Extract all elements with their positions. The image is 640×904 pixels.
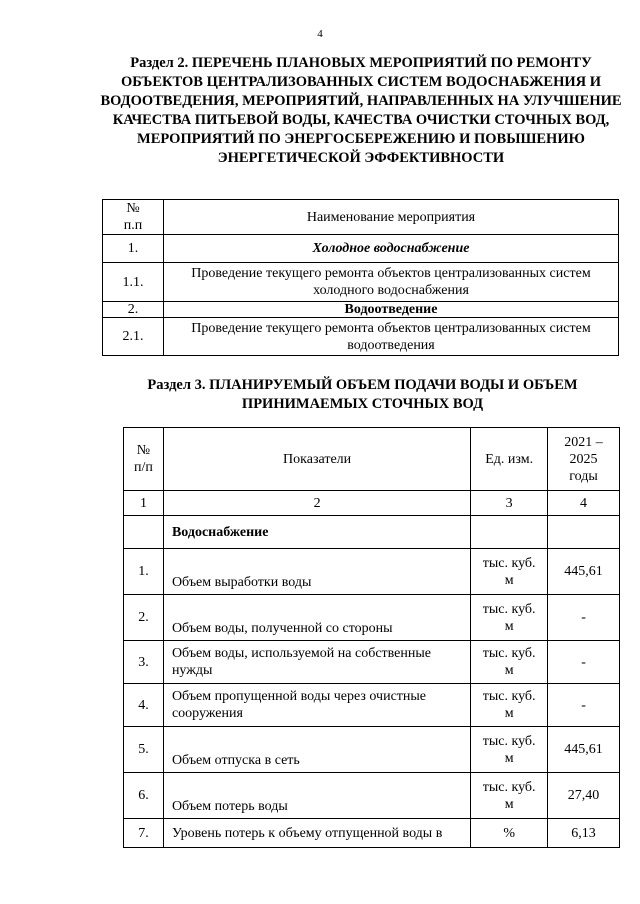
table-header-row [124, 428, 620, 491]
table-row [124, 641, 620, 684]
row-name-line2: холодного водоснабжения [313, 283, 469, 298]
row-name-line1: Проведение текущего ремонта объектов централизованных систем [191, 320, 591, 336]
row-num: 2.1. [103, 318, 164, 356]
section-label-row [124, 516, 620, 549]
row-unit-line1: тыс. куб. [482, 601, 536, 617]
row-unit [471, 819, 548, 848]
row-num: 3. [124, 641, 164, 684]
row-name-line1: Объем выработки воды [171, 575, 312, 590]
row-heading: Холодное водоснабжение [164, 235, 619, 263]
period-header [548, 428, 620, 491]
num-header-line1: № [126, 201, 140, 216]
row-name-line1: Объем отпуска в сеть [171, 753, 300, 768]
water-volume-table [123, 427, 620, 848]
num-header-line2: п/п [134, 460, 153, 475]
row-value: - [548, 641, 620, 684]
row-name [164, 263, 619, 302]
measures-table [102, 199, 619, 356]
column-numbers-row [124, 491, 620, 516]
row-unit-line2: м [504, 663, 514, 678]
row-unit [471, 595, 548, 641]
row-value: 445,61 [548, 727, 620, 773]
table-row [103, 302, 619, 318]
section-label: Водоснабжение [163, 516, 470, 549]
page-number: 4 [317, 28, 323, 40]
row-name-line1: Уровень потерь к объему отпущенной воды в [171, 825, 443, 841]
name-header: Наименование мероприятия [164, 200, 619, 235]
table-row [103, 263, 619, 302]
row-num: 6. [124, 773, 164, 819]
table-row [124, 595, 620, 641]
row-num: 4. [124, 684, 164, 727]
row-name [164, 318, 619, 356]
row-unit [471, 773, 548, 819]
row-name-line2: сооружения [171, 706, 243, 721]
section-3-title: Раздел 3. ПЛАНИРУЕМЫЙ ОБЪЕМ ПОДАЧИ ВОДЫ И ОБЪЕМ ПРИНИМАЕМЫХ СТОЧНЫХ ВОД [147, 377, 578, 412]
row-name-line2: водоотведения [347, 337, 435, 353]
row-unit [471, 549, 548, 595]
row-num: 2. [124, 595, 164, 641]
column-number: 2 [163, 491, 470, 516]
row-num: 5. [124, 727, 164, 773]
row-num: 7. [124, 819, 164, 848]
row-value: 445,61 [548, 549, 620, 595]
row-value: 6,13 [548, 819, 620, 848]
row-num: 2. [103, 302, 164, 318]
row-num: 1. [124, 549, 164, 595]
column-number: 1 [124, 491, 164, 516]
row-value: - [548, 595, 620, 641]
row-heading: Водоотведение [164, 302, 619, 318]
unit-header: Ед. изм. [471, 428, 548, 491]
row-name [163, 549, 470, 595]
row-unit-line1: тыс. куб. [482, 733, 536, 749]
period-header-line3: годы [569, 468, 598, 484]
table-row [124, 549, 620, 595]
section-2-title: Раздел 2. ПЕРЕЧЕНЬ ПЛАНОВЫХ МЕРОПРИЯТИЙ ПО РЕМОНТУ ОБЪЕКТОВ ЦЕНТРАЛИЗОВАННЫХ СИСТЕМ ВОДОСНАБЖЕНИЯ И ВОДООТВЕДЕНИЯ, МЕРОПРИЯТИЙ, НАПРАВЛЕННЫХ НА УЛУЧШЕНИЕ КАЧЕСТВА ПИТЬЕВОЙ ВОДЫ, КАЧЕСТВА ОЧИСТКИ СТОЧНЫХ ВОД, МЕРОПРИЯТИЙ ПО ЭНЕРГОСБЕРЕЖЕНИЮ И ПОВЫШЕНИЮ ЭНЕРГЕТИЧЕСКОЙ ЭФФЕКТИВНОСТИ [100, 55, 622, 166]
row-name-line1: Объем воды, используемой на собственные [171, 646, 431, 661]
row-unit [471, 727, 548, 773]
row-unit [471, 684, 548, 727]
table-row [124, 684, 620, 727]
num-header [124, 428, 164, 491]
indicators-header: Показатели [163, 428, 470, 491]
row-name-line1: Объем пропущенной воды через очистные [171, 689, 427, 704]
period-header-line1: 2021 – [564, 434, 603, 450]
row-name [163, 595, 470, 641]
row-num: 1. [103, 235, 164, 263]
table-row [103, 235, 619, 263]
table-row [124, 819, 620, 848]
row-name-line1: Объем потерь воды [171, 799, 288, 814]
empty-cell [124, 516, 164, 549]
row-unit-line1: % [503, 825, 515, 841]
row-unit [471, 641, 548, 684]
row-unit-line1: тыс. куб. [482, 689, 536, 704]
row-unit-line2: м [504, 706, 514, 721]
period-header-line2: 2025 [569, 451, 598, 467]
table-row [124, 773, 620, 819]
table-row [103, 318, 619, 356]
column-number: 3 [471, 491, 548, 516]
row-name [163, 727, 470, 773]
row-unit-line1: тыс. куб. [482, 779, 536, 795]
row-name [163, 641, 470, 684]
row-name [163, 684, 470, 727]
empty-cell [471, 516, 548, 549]
row-unit-line2: м [504, 618, 514, 634]
num-header [103, 200, 164, 235]
num-header-line2: п.п [123, 218, 143, 233]
row-name [163, 773, 470, 819]
row-unit-line2: м [504, 796, 514, 812]
row-name-line1: Объем воды, полученной со стороны [171, 621, 393, 636]
row-unit-line1: тыс. куб. [482, 646, 536, 661]
row-name-line1: Проведение текущего ремонта объектов централизованных систем [191, 266, 591, 281]
column-number: 4 [548, 491, 620, 516]
table-row [124, 727, 620, 773]
empty-cell [548, 516, 620, 549]
row-value: - [548, 684, 620, 727]
row-name-line2: нужды [171, 663, 213, 678]
num-header-line1: № [136, 443, 151, 458]
row-unit-line2: м [504, 750, 514, 766]
table-header-row [103, 200, 619, 235]
row-value: 27,40 [548, 773, 620, 819]
row-name [163, 819, 470, 848]
row-unit-line2: м [504, 572, 514, 588]
row-num: 1.1. [103, 263, 164, 302]
row-unit-line1: тыс. куб. [482, 555, 536, 571]
